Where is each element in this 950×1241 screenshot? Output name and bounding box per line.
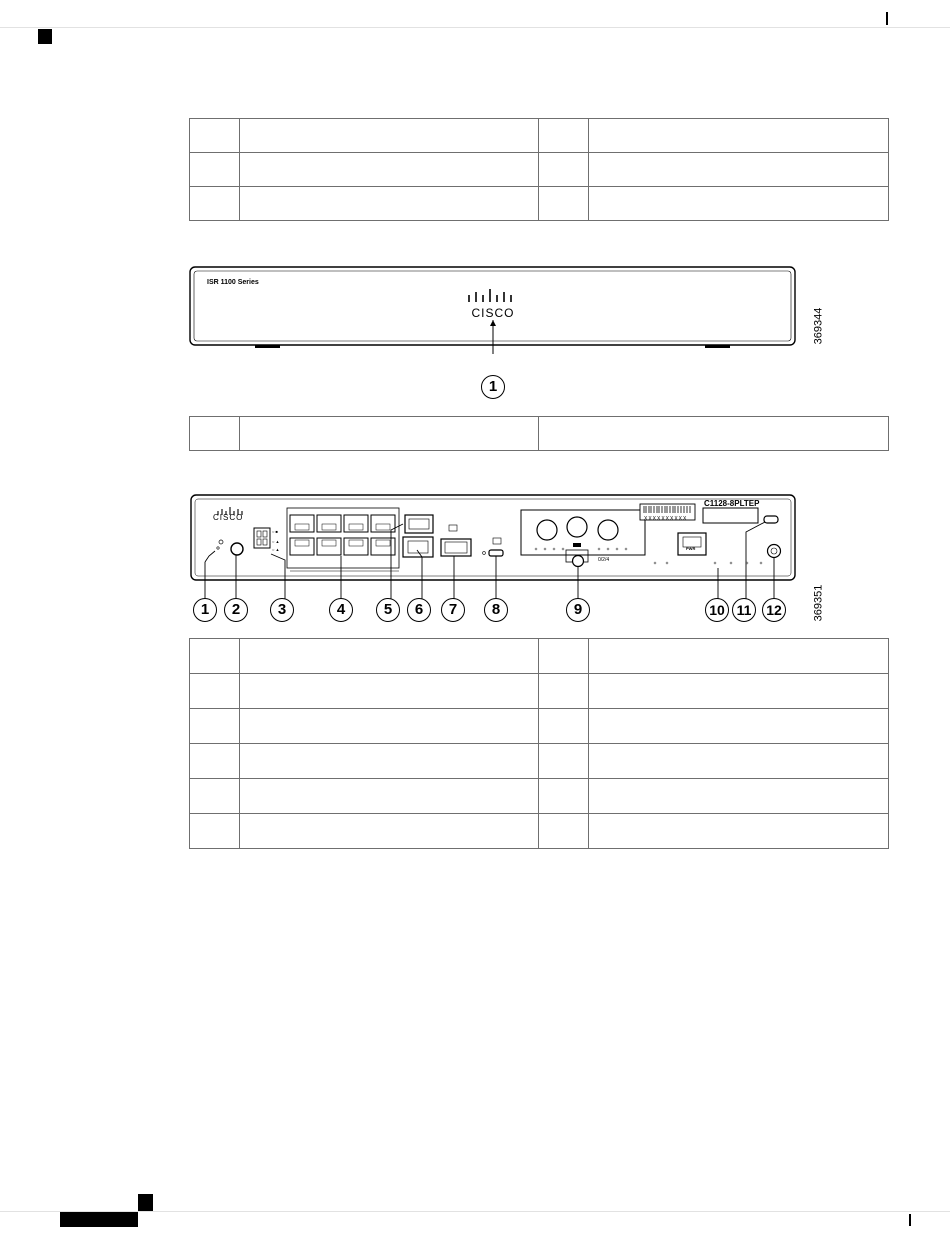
slot-label: 0/2/4: [598, 557, 610, 563]
callout-table-front: [189, 416, 889, 451]
footer-page-number-block: [60, 1212, 138, 1227]
callout-1: 1: [193, 598, 217, 622]
footer-page-mark: [909, 1214, 911, 1226]
header-rule: [0, 27, 950, 28]
table-row: [190, 119, 889, 153]
table-row: [190, 709, 889, 744]
callout-7: 7: [441, 598, 465, 622]
table-row: [190, 779, 889, 814]
callout-9: 9: [566, 598, 590, 622]
footer-rule: [0, 1211, 950, 1212]
svg-text:○ ▲: ○ ▲: [272, 547, 280, 552]
svg-text:○ ■: ○ ■: [272, 529, 278, 534]
model-label: C1128-8PLTEP: [704, 499, 760, 508]
table-row: [190, 744, 889, 779]
header-page-mark: [886, 12, 888, 25]
cisco-wordmark: CISCO: [471, 306, 515, 320]
callout-2: 2: [224, 598, 248, 622]
footer-tab-marker: [138, 1194, 153, 1211]
callout-1: 1: [481, 375, 505, 399]
callout-8: 8: [484, 598, 508, 622]
figure-id: 369344: [812, 307, 825, 345]
callout-5: 5: [376, 598, 400, 622]
table-row: [190, 417, 889, 451]
figure-id-rear: 369351: [812, 584, 825, 622]
callout-12: 12: [762, 598, 786, 622]
poe-label: PWR: [686, 546, 696, 551]
table-row: [190, 814, 889, 849]
callout-table-top: [189, 118, 889, 221]
table-row: [190, 187, 889, 221]
serial-label: XXXXXXXXXX: [644, 516, 688, 522]
svg-text:○ ▲: ○ ▲: [272, 539, 280, 544]
callout-3: 3: [270, 598, 294, 622]
table-row: [190, 639, 889, 674]
header-tab-marker: [38, 29, 52, 44]
device-series-label: ISR 1100 Series: [207, 279, 259, 286]
cisco-wordmark-rear: CISCO: [213, 513, 244, 522]
table-row: [190, 153, 889, 187]
callout-6: 6: [407, 598, 431, 622]
table-row: [190, 674, 889, 709]
callout-4: 4: [329, 598, 353, 622]
callout-table-rear: [189, 638, 889, 849]
callout-10: 10: [705, 598, 729, 622]
callout-11: 11: [732, 598, 756, 622]
